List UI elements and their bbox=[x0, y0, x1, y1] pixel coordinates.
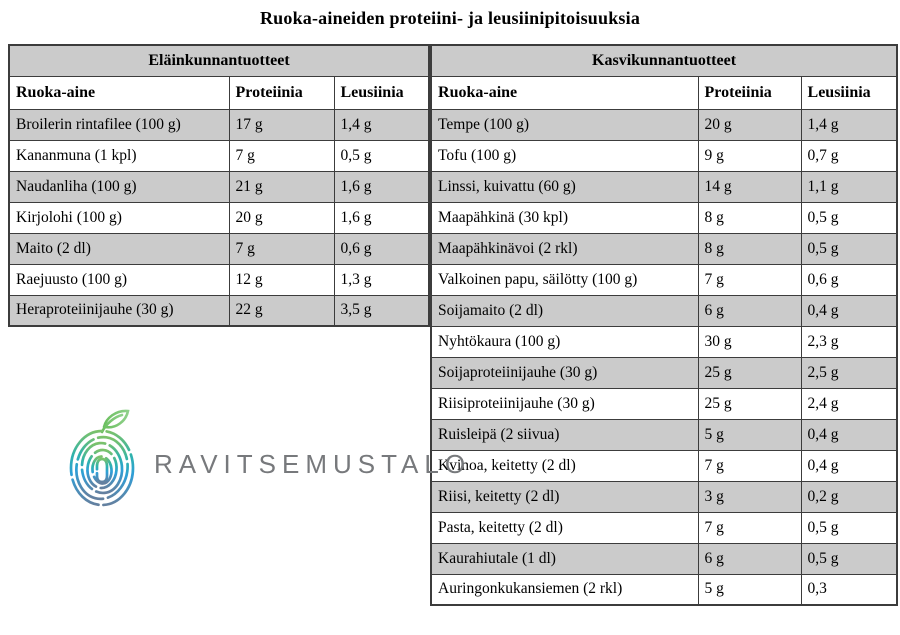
table-row bbox=[9, 109, 429, 140]
protein-cell: 20 g bbox=[229, 202, 334, 233]
food-name-cell: Maito (2 dl) bbox=[9, 233, 229, 264]
food-name-cell: Riisi, keitetty (2 dl) bbox=[431, 481, 698, 512]
table-row bbox=[431, 295, 897, 326]
animal-products-table bbox=[8, 44, 430, 327]
food-name-cell: Riisiproteiinijauhe (30 g) bbox=[431, 388, 698, 419]
protein-cell: 21 g bbox=[229, 171, 334, 202]
protein-cell: 25 g bbox=[698, 357, 801, 388]
protein-cell: 25 g bbox=[698, 388, 801, 419]
food-name-cell: Kaurahiutale (1 dl) bbox=[431, 543, 698, 574]
leucine-cell: 0,4 g bbox=[801, 419, 897, 450]
table-row bbox=[431, 543, 897, 574]
column-header-food: Ruoka-aine bbox=[431, 76, 698, 109]
protein-cell: 7 g bbox=[698, 450, 801, 481]
table-row bbox=[431, 357, 897, 388]
animal-section-header bbox=[9, 45, 429, 76]
food-name-cell: Ruisleipä (2 siivua) bbox=[431, 419, 698, 450]
logo-wordmark: RAVITSEMUSTALO bbox=[154, 448, 472, 479]
column-header-leucine: Leusiinia bbox=[801, 76, 897, 109]
protein-cell: 8 g bbox=[698, 202, 801, 233]
food-name-cell: Heraproteiinijauhe (30 g) bbox=[9, 295, 229, 326]
page-title: Ruoka-aineiden proteiini- ja leusiinipitoisuuksia bbox=[259, 8, 641, 28]
food-name-cell: Maapähkinä (30 kpl) bbox=[431, 202, 698, 233]
leucine-cell: 0,6 g bbox=[334, 233, 429, 264]
food-name-cell: Tofu (100 g) bbox=[431, 140, 698, 171]
leucine-cell: 0,5 g bbox=[334, 140, 429, 171]
table-row bbox=[9, 140, 429, 171]
protein-cell: 7 g bbox=[229, 233, 334, 264]
table-row bbox=[431, 140, 897, 171]
food-name-cell: Raejuusto (100 g) bbox=[9, 264, 229, 295]
column-header-protein: Proteiinia bbox=[229, 76, 334, 109]
leucine-cell: 1,6 g bbox=[334, 202, 429, 233]
leucine-cell: 0,4 g bbox=[801, 295, 897, 326]
plant-section-title: Kasvikunnantuotteet bbox=[431, 45, 897, 76]
leucine-cell: 2,4 g bbox=[801, 388, 897, 419]
food-name-cell: Kirjolohi (100 g) bbox=[9, 202, 229, 233]
table-row bbox=[431, 326, 897, 357]
animal-column-header-row bbox=[9, 76, 429, 109]
protein-cell: 7 g bbox=[229, 140, 334, 171]
food-name-cell: Nyhtökaura (100 g) bbox=[431, 326, 698, 357]
food-name-cell: Tempe (100 g) bbox=[431, 109, 698, 140]
protein-cell: 30 g bbox=[698, 326, 801, 357]
protein-cell: 5 g bbox=[698, 574, 801, 605]
nutrition-tables bbox=[8, 44, 898, 606]
ravitsemustalo-logo bbox=[64, 406, 471, 508]
table-row bbox=[9, 233, 429, 264]
leucine-cell: 2,5 g bbox=[801, 357, 897, 388]
table-row bbox=[431, 419, 897, 450]
leucine-cell: 0,2 g bbox=[801, 481, 897, 512]
food-name-cell: Naudanliha (100 g) bbox=[9, 171, 229, 202]
table-row bbox=[431, 388, 897, 419]
leucine-cell: 0,5 g bbox=[801, 202, 897, 233]
leucine-cell: 0,5 g bbox=[801, 543, 897, 574]
leucine-cell: 0,4 g bbox=[801, 450, 897, 481]
table-row bbox=[431, 202, 897, 233]
table-row bbox=[9, 202, 429, 233]
column-header-leucine: Leusiinia bbox=[334, 76, 429, 109]
table-row bbox=[431, 109, 897, 140]
food-name-cell: Soijaproteiinijauhe (30 g) bbox=[431, 357, 698, 388]
food-name-cell: Pasta, keitetty (2 dl) bbox=[431, 512, 698, 543]
protein-cell: 6 g bbox=[698, 543, 801, 574]
food-name-cell: Broilerin rintafilee (100 g) bbox=[9, 109, 229, 140]
table-row bbox=[9, 295, 429, 326]
leucine-cell: 3,5 g bbox=[334, 295, 429, 326]
table-row bbox=[9, 171, 429, 202]
plant-products-table bbox=[430, 44, 898, 606]
protein-cell: 20 g bbox=[698, 109, 801, 140]
animal-section-title: Eläinkunnantuotteet bbox=[9, 45, 429, 76]
leucine-cell: 1,1 g bbox=[801, 171, 897, 202]
protein-cell: 6 g bbox=[698, 295, 801, 326]
protein-cell: 14 g bbox=[698, 171, 801, 202]
protein-cell: 8 g bbox=[698, 233, 801, 264]
leucine-cell: 1,6 g bbox=[334, 171, 429, 202]
leucine-cell: 2,3 g bbox=[801, 326, 897, 357]
table-row bbox=[431, 264, 897, 295]
food-name-cell: Maapähkinävoi (2 rkl) bbox=[431, 233, 698, 264]
table-row bbox=[9, 264, 429, 295]
food-name-cell: Kananmuna (1 kpl) bbox=[9, 140, 229, 171]
table-row bbox=[431, 481, 897, 512]
leucine-cell: 0,3 bbox=[801, 574, 897, 605]
protein-cell: 17 g bbox=[229, 109, 334, 140]
food-name-cell: Kvinoa, keitetty (2 dl) bbox=[431, 450, 698, 481]
protein-cell: 12 g bbox=[229, 264, 334, 295]
food-name-cell: Soijamaito (2 dl) bbox=[431, 295, 698, 326]
food-name-cell: Auringonkukansiemen (2 rkl) bbox=[431, 574, 698, 605]
leucine-cell: 1,4 g bbox=[801, 109, 897, 140]
column-header-food: Ruoka-aine bbox=[9, 76, 229, 109]
leucine-cell: 0,5 g bbox=[801, 512, 897, 543]
protein-cell: 9 g bbox=[698, 140, 801, 171]
leucine-cell: 0,6 g bbox=[801, 264, 897, 295]
table-row bbox=[431, 233, 897, 264]
plant-column-header-row bbox=[431, 76, 897, 109]
table-row bbox=[431, 171, 897, 202]
leucine-cell: 0,5 g bbox=[801, 233, 897, 264]
leucine-cell: 1,3 g bbox=[334, 264, 429, 295]
table-row bbox=[431, 450, 897, 481]
plant-section-header bbox=[431, 45, 897, 76]
food-name-cell: Linssi, kuivattu (60 g) bbox=[431, 171, 698, 202]
table-row bbox=[431, 574, 897, 605]
protein-cell: 7 g bbox=[698, 512, 801, 543]
food-name-cell: Valkoinen papu, säilötty (100 g) bbox=[431, 264, 698, 295]
protein-cell: 3 g bbox=[698, 481, 801, 512]
protein-cell: 5 g bbox=[698, 419, 801, 450]
leucine-cell: 0,7 g bbox=[801, 140, 897, 171]
fingerprint-apple-icon bbox=[64, 406, 144, 508]
leucine-cell: 1,4 g bbox=[334, 109, 429, 140]
protein-cell: 7 g bbox=[698, 264, 801, 295]
table-row bbox=[431, 512, 897, 543]
column-header-protein: Proteiinia bbox=[698, 76, 801, 109]
protein-cell: 22 g bbox=[229, 295, 334, 326]
